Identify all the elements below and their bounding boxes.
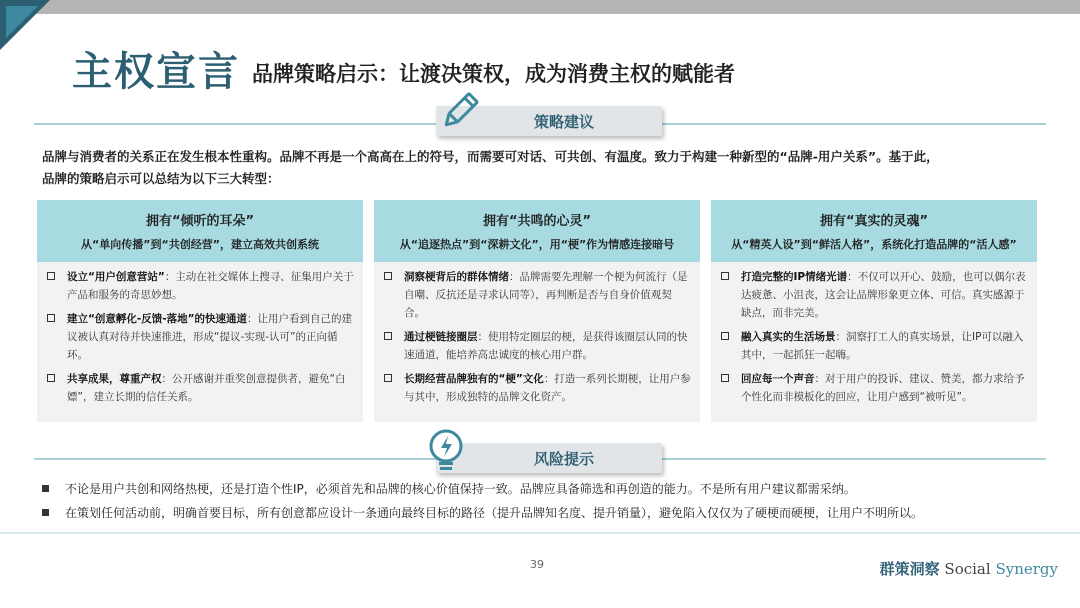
list-item: [382, 370, 692, 406]
list-item: [719, 328, 1029, 364]
brand-name-en-1: Social: [944, 560, 991, 578]
item-heading: 建立“创意孵化-反馈-落地”的快速通道: [67, 313, 248, 325]
page-number: 39: [530, 558, 544, 571]
item-text: ：使用特定圈层的梗，是获得该圈层认同的快速通道，能培养高忠诚度的核心用户群。: [404, 331, 688, 361]
checkbox-icon: [721, 332, 729, 340]
page-subtitle: 品牌策略启示：让渡决策权，成为消费主权的赋能者: [252, 62, 735, 86]
risk-heading-label: 风险提示: [533, 449, 594, 468]
item-heading: 长期经营品牌独有的“梗”文化: [404, 373, 544, 385]
column-header: [37, 200, 363, 262]
item-heading: 融入真实的生活场景: [741, 331, 836, 343]
lightbulb-icon: [426, 428, 466, 478]
checkbox-icon: [384, 272, 392, 280]
column-title: 拥有“倾听的耳朵”: [145, 214, 255, 229]
corner-decoration-inner: [6, 6, 38, 38]
strategy-heading-label: 策略建议: [533, 112, 594, 131]
column-header: [374, 200, 700, 262]
column-header: [711, 200, 1037, 262]
list-item: [45, 268, 355, 304]
item-heading: 设立“用户创意营站”: [67, 271, 165, 283]
brand-logo: [880, 558, 1058, 579]
risk-item: [42, 503, 923, 523]
strategy-intro: [42, 146, 1042, 190]
checkbox-icon: [47, 314, 55, 322]
column-title: 拥有“真实的灵魂”: [819, 214, 929, 229]
item-text: ：品牌需要先理解一个梗为何流行（是自嘲、反抗还是寻求认同等），再判断是否与自身价值观契合。: [404, 271, 688, 319]
pencil-icon: [438, 90, 480, 138]
intro-line-2: 品牌的策略启示可以总结为以下三大转型：: [42, 171, 280, 186]
list-item: [382, 268, 692, 322]
item-heading: 通过梗链接圈层: [404, 331, 478, 343]
brand-name-cn: 群策洞察: [879, 560, 940, 578]
risk-text: 在策划任何活动前，明确首要目标，所有创意都应设计一条通向最终目标的路径（提升品牌知名度、提升销量），避免陷入仅仅为了硬梗而硬梗，让用户不明所以。: [65, 506, 924, 520]
list-item: [45, 370, 355, 406]
bullet-icon: [42, 485, 49, 492]
column-subtitle: 从“追逐热点”到“深耕文化”，用“梗”作为情感连接暗号: [399, 238, 675, 251]
list-item: [382, 328, 692, 364]
list-item: [719, 268, 1029, 322]
bullet-icon: [42, 509, 49, 516]
column-subtitle: 从“单向传播”到“共创经营”，建立高效共创系统: [81, 238, 319, 251]
item-text: ：主动在社交媒体上搜寻、征集用户关于产品和服务的奇思妙想。: [67, 271, 354, 301]
risk-heading: [436, 443, 662, 473]
column-title: 拥有“共鸣的心灵”: [482, 214, 592, 229]
footer-divider: [0, 532, 1080, 534]
list-item: [45, 310, 355, 364]
column-resonant-heart: [374, 200, 700, 422]
item-text: ：打造一系列长期梗，让用户参与其中，形成独特的品牌文化资产。: [404, 373, 691, 403]
page-title: 主权宣言: [72, 49, 240, 95]
item-text: ：让用户看到自己的建议被认真对待并快速推进，形成“提议-实现-认可”的正向循环。: [67, 313, 353, 361]
item-text: ：公开感谢并重奖创意提供者，避免“白嫖”，建立长期的信任关系。: [67, 373, 346, 403]
checkbox-icon: [721, 374, 729, 382]
item-text: ：对于用户的投诉、建议、赞美，都力求给予个性化而非模板化的回应，让用户感到“被听见”。: [741, 373, 1025, 403]
column-listening-ear: [37, 200, 363, 422]
checkbox-icon: [47, 374, 55, 382]
item-heading: 打造完整的IP情绪光谱: [741, 271, 848, 283]
column-subtitle: 从“精英人设”到“鲜活人格”，系统化打造品牌的“活人感”: [731, 238, 1017, 251]
list-item: [719, 370, 1029, 406]
item-heading: 回应每一个声音: [741, 373, 815, 385]
column-real-soul: [711, 200, 1037, 422]
risk-text: 不论是用户共创和网络热梗，还是打造个性IP，必须首先和品牌的核心价值保持一致。品牌应具备筛选和再创造的能力。不是所有用户建议都需采纳。: [65, 482, 856, 496]
top-bar: [0, 0, 1080, 14]
checkbox-icon: [384, 332, 392, 340]
checkbox-icon: [721, 272, 729, 280]
item-heading: 共享成果，尊重产权: [67, 373, 162, 385]
item-text: ：洞察打工人的真实场景，让IP可以融入其中，一起抓狂一起嗨。: [741, 331, 1024, 361]
item-text: ：不仅可以开心、鼓励，也可以偶尔表达疲惫、小沮丧，这会让品牌形象更立体、可信。真实感源于缺点，而非完美。: [741, 271, 1026, 319]
item-heading: 洞察梗背后的群体情绪: [404, 271, 509, 283]
checkbox-icon: [47, 272, 55, 280]
intro-line-1: 品牌与消费者的关系正在发生根本性重构。品牌不再是一个高高在上的符号，而需要可对话、可共创、有温度。致力于构建一种新型的“品牌-用户关系”。基于此，: [42, 149, 939, 164]
checkbox-icon: [384, 374, 392, 382]
risk-item: [42, 479, 856, 499]
brand-name-en-2: Synergy: [995, 560, 1058, 578]
